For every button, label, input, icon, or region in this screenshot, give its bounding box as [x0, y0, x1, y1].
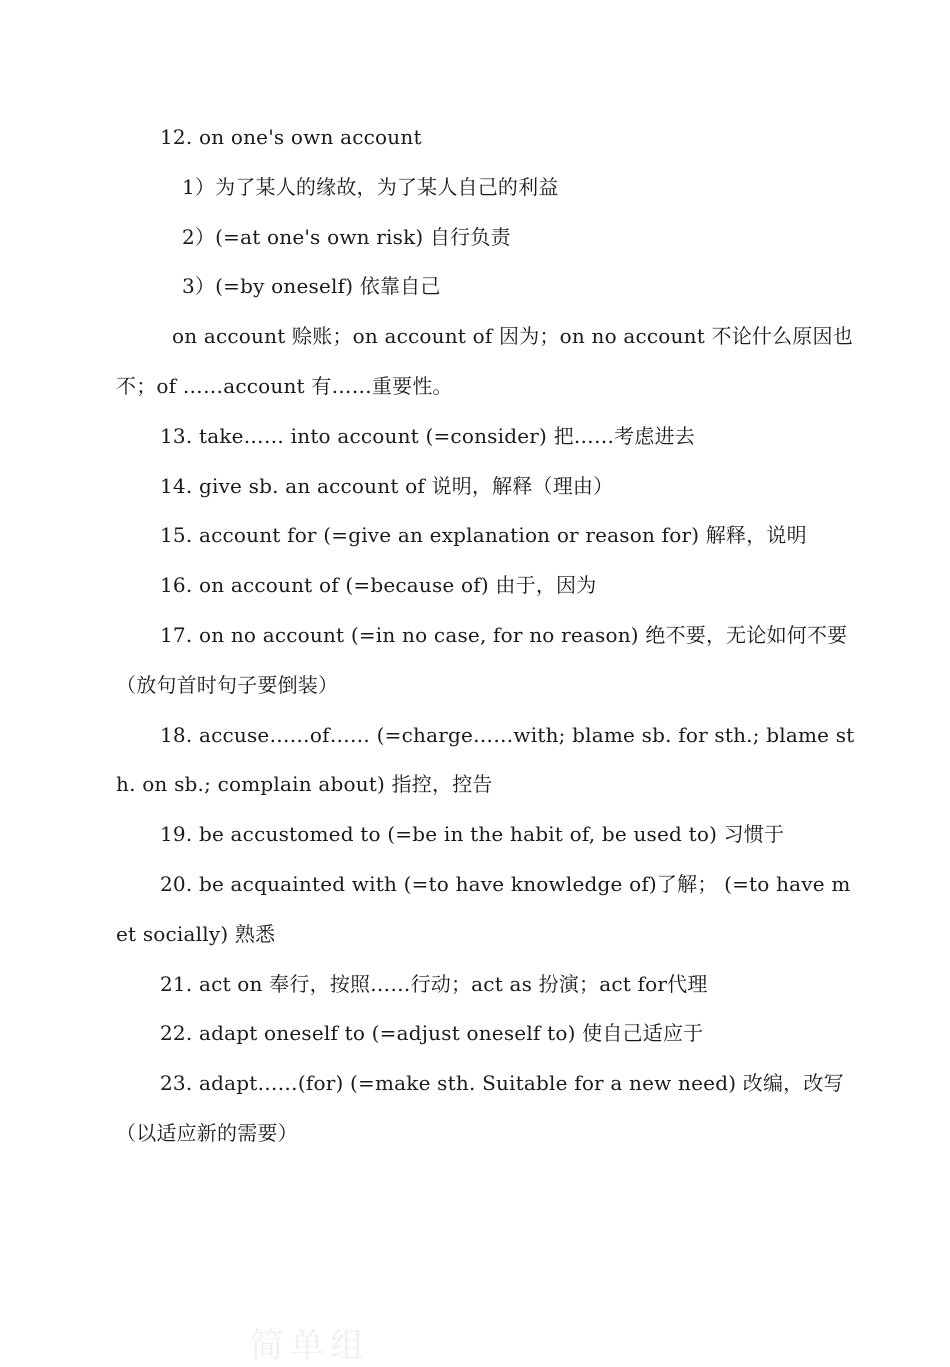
entry-15: 15. account for (=give an explanation or reason for) 解释，说明: [160, 523, 807, 548]
entry-12-sense-1: 1）为了某人的缘故，为了某人自己的利益: [182, 174, 559, 199]
entry-13: 13. take…… into account (=consider) 把……考虑进去: [160, 423, 695, 448]
entry-21: 21. act on 奉行，按照……行动；act as 扮演；act for代理: [160, 971, 708, 996]
entry-12-related-phrases: on account 赊账；on account of 因为；on no account 不论什么原因也不；of ……account 有……重要性。: [116, 324, 853, 398]
entry-19: 19. be accustomed to (=be in the habit of, be used to) 习惯于: [160, 822, 785, 847]
entry-16: 16. on account of (=because of) 由于，因为: [160, 573, 597, 598]
entry-18: 18. accuse……of…… (=charge……with; blame sb. for sth.; blame sth. on sb.; complain about) 指控，控告: [116, 722, 855, 797]
entry-12: 12. on one's own account: [160, 125, 422, 149]
entry-17: 17. on no account (=in no case, for no reason) 绝不要，无论如何不要（放句首时句子要倒装）: [116, 622, 848, 697]
entry-22: 22. adapt oneself to (=adjust oneself to) 使自己适应于: [160, 1021, 704, 1046]
watermark: 简单组: [250, 1326, 370, 1366]
entry-14: 14. give sb. an account of 说明，解释（理由）: [160, 473, 614, 498]
entry-12-sense-2: 2）(=at one's own risk) 自行负责: [182, 224, 511, 249]
entry-23: 23. adapt……(for) (=make sth. Suitable for a new need) 改编，改写（以适应新的需要）: [116, 1071, 844, 1145]
document-body: [116, 113, 856, 1159]
entry-12-sense-3: 3）(=by oneself) 依靠自己: [182, 274, 441, 299]
entry-20: 20. be acquainted with (=to have knowledge of)了解； (=to have met socially) 熟悉: [116, 871, 851, 946]
